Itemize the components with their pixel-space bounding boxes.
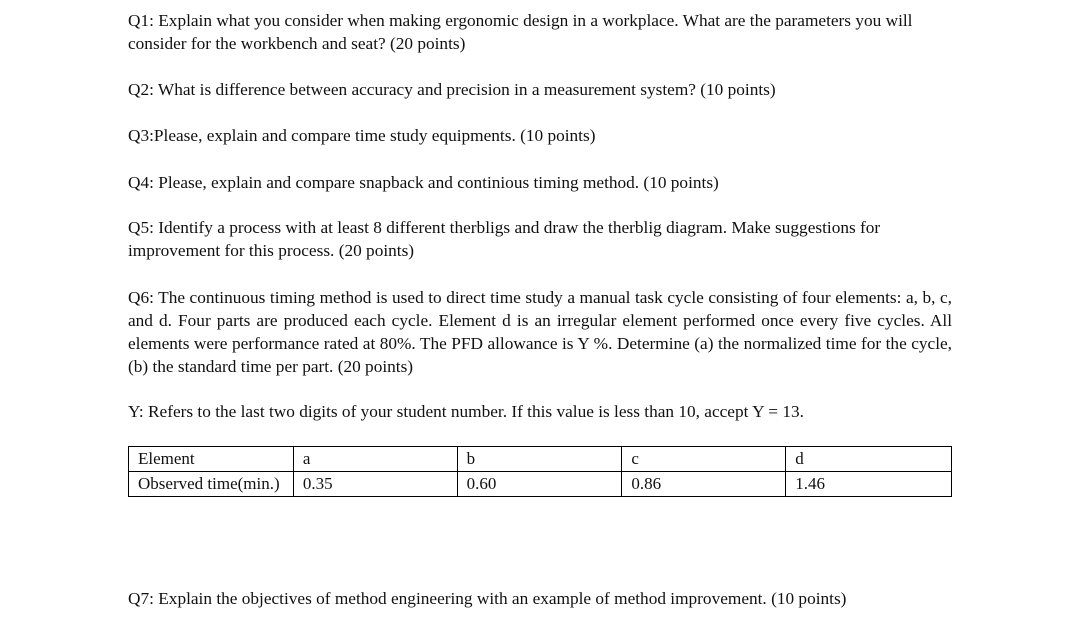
table-cell: Observed time(min.) — [129, 472, 294, 497]
table-cell: c — [622, 447, 786, 472]
table-cell: Element — [129, 447, 294, 472]
question-2: Q2: What is difference between accuracy and precision in a measurement system? (10 points) — [128, 80, 776, 99]
question-1: Q1: Explain what you consider when making ergonomic design in a workplace. What are the parameters you will consider for the workbench and seat? (20 points) — [128, 11, 913, 53]
table-cell: 0.35 — [293, 472, 457, 497]
question-5: Q5: Identify a process with at least 8 different therbligs and draw the therblig diagram. Make suggestions for improvement for this process. (20 points) — [128, 218, 881, 260]
table-cell: a — [293, 447, 457, 472]
table-header-row — [129, 447, 952, 472]
question-3: Q3:Please, explain and compare time study equipments. (10 points) — [128, 126, 596, 145]
table-cell: d — [786, 447, 952, 472]
table-cell: b — [457, 447, 622, 472]
question-4: Q4: Please, explain and compare snapback and continious timing method. (10 points) — [128, 173, 719, 192]
table-cell: 1.46 — [786, 472, 952, 497]
table-cell: 0.86 — [622, 472, 786, 497]
table-row — [129, 472, 952, 497]
question-7: Q7: Explain the objectives of method engineering with an example of method improvement. (10 points) — [128, 589, 847, 608]
table-cell: 0.60 — [457, 472, 622, 497]
y-note: Y: Refers to the last two digits of your student number. If this value is less than 10, accept Y = 13. — [128, 402, 804, 421]
observed-time-table — [128, 446, 952, 497]
question-6: Q6: The continuous timing method is used to direct time study a manual task cycle consisting of four elements: a, b, c, and d. Four parts are produced each cycle. Element d is an irregular element performed once every five cycles. All elements were performance rated at 80%. The PFD allowance is Y %. Determine (a) the normalized time for the cycle, (b) the standard time per part. (20 points) — [128, 288, 952, 376]
